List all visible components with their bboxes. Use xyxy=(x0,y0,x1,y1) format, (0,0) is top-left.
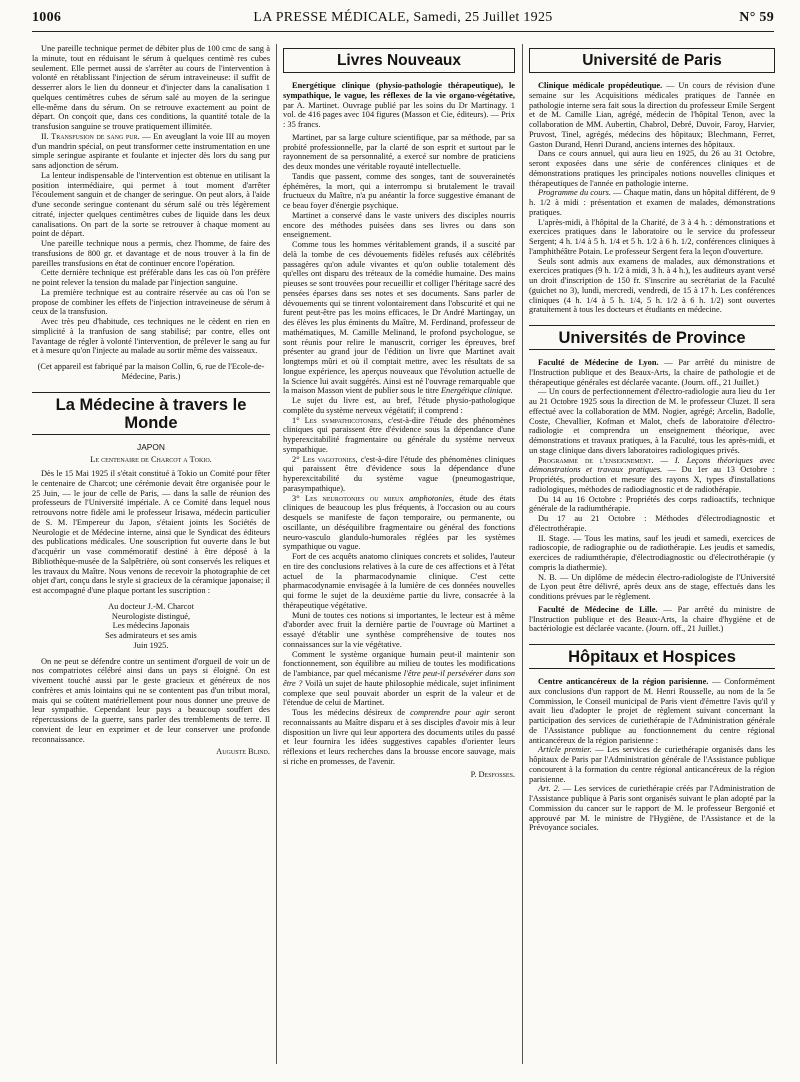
paragraph-text: — Les services de curiethérapie créés par l'Administration de l'Assistance publique à Paris sont organisés suivant le plan adopté par la Commission du cancer sur le rapport de M. le professeur Bergonié et approuvé par M. le ministre de l'Hygiène, de l'Assistance et de la Prévoyance sociales. xyxy=(529,784,776,833)
column-1 xyxy=(32,44,270,757)
article-paragraph: Avec très peu d'habitude, ces techniques ne le cèdent en rien en simplicité à la tranfusion de sang stabilisé; par contre, elles ont l'avantage de régler à volonté l'intervention, de prélever le sang au fur et à mesure qu'on l'injecte au malade au sortir même des vaisseaux. xyxy=(32,317,270,356)
program-subtitle: — I. Leçons théoriques avec démonstrations et travaux pratiques. xyxy=(529,455,775,475)
inscription-line: Neurologiste distingué, xyxy=(111,611,191,621)
article-label: Art. 2. xyxy=(538,784,560,794)
author-signature: P. Desfosses. xyxy=(470,769,515,779)
maker-note: (Cet appareil est fabriqué par la maison Collin, 6, rue de l'Ecole-de-Médecine, Paris.) xyxy=(37,362,265,381)
list-label: 3° Les neurotonies ou mieux xyxy=(292,493,404,503)
program-label: Programme du cours. xyxy=(538,188,612,198)
inscription-line: Au docteur J.-M. Charcot xyxy=(108,601,194,611)
paragraph-text: — Conformément aux conclusions d'un rapport de M. Henri Rousselle, au nom de la 5e Commission, le Conseil municipal de Paris vient d'émettre l'avis qu'il y avait lieu d'adopter le projet de règlement suivant concernant la participation des services de curiethérapie de l'Administration générale de l'Assistance publique au fonctionnement du centre régional anticancéreux de la région parisienne : xyxy=(529,677,775,745)
book-title: Energétique clinique (physio-pathologie thérapeutique), le sympathique, le vague, les réflexes de la vie organo-végétative, xyxy=(283,81,515,100)
article-paragraph: La lenteur indispensable de l'intervention est obtenue en utilisant la position intermédiaire, qui permet à tout moment d'arrêter l'écoulement sanguin et de changer de seringue. On peut alors, à l'aide d'une seconde seringue contenant du sérum salé ou très légèrement citraté, injecter quelques centimètres cubes de liquide dans les deux canalisations. On part de la sorte se retrouver à chaque moment au point de départ. xyxy=(32,170,270,239)
review-paragraph: Fort de ces acquêts anatomo cliniques concrets et solides, l'auteur en tire des conclusions relatives à la cure de ces affections et à l'état actuel de la pharmacodynamie clinique. C'est cette pharmacodynamie envisagée à la lumière de ces données nouvelles qui forme le sujet de la deuxième partie du livre, consacrée à la thérapeutique végétative. xyxy=(283,552,515,610)
news-paragraph: Seuls sont admis aux examens de malades, aux démonstrations et exercices pratiques (9 h. 1/2 à midi, 3 h. à 4 h.), les auditeurs ayant versé un droit d'inscription de 150 fr. S'inscrire au secrétariat de la Faculté (guichet no 3), lundi, mercredi, vendredi, de 15 à 17 h. Les conférences cliniques (4 h. 1/4 à 5 h. 1/4, 5 h. 1/2 à 6 h. 1/2) sont ouvertes gratuitement à tous les docteurs et étudiants en médecine. xyxy=(529,256,775,315)
article-paragraph xyxy=(32,132,270,171)
book-details: par A. Martinet. Ouvrage publié par les soins du Dr Martinagy. 1 vol. de 416 pages avec 104 figures (Masson et Cie, éditeurs). — Prix : 35 francs. xyxy=(283,100,515,129)
article-paragraph: Cette dernière technique est préférable dans les cas où l'on préfère ne point relever la tension du malade par l'injection sanguine. xyxy=(32,268,270,287)
inscription-line: Ses admirateurs et ses amis xyxy=(105,631,197,640)
news-paragraph: Dans ce cours annuel, qui aura lieu en 1925, du 26 au 31 Octobre, seront exposées dans une série de conférences cliniques et de démonstrations pratiques les principales notions nouvelles cliniques et thérapeutiques de l'année en pathologie interne. xyxy=(529,149,775,188)
article-label: Article premier. xyxy=(538,745,592,755)
paragraph-text: Tous les médecins désireux de xyxy=(292,708,406,717)
news-paragraph xyxy=(529,81,775,149)
section-title-monde: La Médecine à travers le Monde xyxy=(32,392,270,435)
column-2 xyxy=(283,44,515,779)
list-text: c'est-à-dire l'étude des phénomènes cliniques qui paraissent être d'évidence sous la dépendance d'une hyperexcitabilité du système vague (pneumogastrique, parasympathique). xyxy=(283,454,515,493)
paragraph-text: — Du 1er au 13 Octobre : Propriétés, production et mesure des rayons X, types d'installations radiologiques, méthodes de radiodiagnostic et de radiothérapie. xyxy=(529,465,775,494)
news-paragraph: — Un cours de perfectionnement d'électro-radiologie aura lieu du 1er au 21 Octobre 1925 sous la direction de M. le professeur Cluzet. Il sera effectué avec la collaboration de MM. Nogier, agrégé; Arcelin, Badolle, Coste, Chevallier, Kofman et Malot, chefs de laboratoire d'électro-radiologie et comprendra un enseignement théorique, avec démonstrations et travaux pratiques, à la Faculté, tous les après-midi, et un stage clinique dans divers laboratoires radiologiques privés. xyxy=(529,387,775,455)
news-paragraph xyxy=(529,358,775,387)
section-title-paris: Université de Paris xyxy=(529,48,775,73)
news-heading: Faculté de Médecine de Lille. xyxy=(538,604,658,614)
review-paragraph xyxy=(283,650,515,709)
paragraph-text: Comment le système organique humain peut-il maintenir son fonctionnement, son équilibre au milieu de toutes les modifications de l'ambiance, par quel mécanisme xyxy=(283,649,515,678)
list-item xyxy=(283,416,515,455)
news-paragraph xyxy=(529,605,775,634)
article-paragraph: Dès le 15 Mai 1925 il s'était constitué à Tokio un Comité pour fêter le centenaire de Charcot; une cérémonie devait être organisée pour le 25 Juin, — le jour de celle de Paris, — dans la salle de réunion des professeurs de l'Université impériale. A ce Comité dans lequel nous retrouvons notre fidèle ami le professeur Irisawa, médecin particulier de S. M. l'Empereur du Japon, s'étaient joints les Sociétés de Neurologie et de Médecine interne, ainsi que le Syndicat des éditeurs des publications médicales. Une souscription fut ouverte dans le but d'acquérir un vase commémoratif destiné à être déposé à la Bibliothèque-musée de la Salpêtrière, où sont conservés les reliques et les travaux du Maître. Nous venons de recevoir la photographie de cet objet d'art, conçu dans le style si gracieux de la céramique japonaise; il est accompagné d'une plaque portant les suscription : xyxy=(32,469,270,595)
section-title-hopitaux: Hôpitaux et Hospices xyxy=(529,644,775,669)
article-subtitle: Le centenaire de Charcot a Tokio. xyxy=(90,455,212,465)
paragraph-text: — Chaque matin, dans un hôpital différent, de 9 h. 1/2 à midi : présentation et examen de malades, démonstrations pratiques. xyxy=(529,188,776,217)
news-paragraph: N. B. — Un diplôme de médecin électro-radiologiste de l'Université de Lyon peut être délivré, après deux ans de stage, effectués dans les conditions prévues par le règlement. xyxy=(529,572,775,601)
review-paragraph: Muni de toutes ces notions si importantes, le lecteur est à même d'aborder avec fruit la dernière partie de l'ouvrage où Martinet a essayé d'établir une synthèse compréhensive de toutes nos connaissances sur la vie végétative. xyxy=(283,610,515,649)
article-paragraph: La première technique est au contraire réservée au cas où l'on se propose de combiner les effets de l'injection intraveineuse de sérum à ceux de la transfusion. xyxy=(32,287,270,317)
column-rule-2 xyxy=(522,44,523,1064)
paragraph-text: — Par arrêté du ministre de l'Instruction publique et des Beaux-Arts, la chaire d'hygiène et de bactériologie est déclarée vacante. (Journ. off., 21 Juillet.) xyxy=(529,604,775,634)
inscription-line: Les médecins Japonais xyxy=(112,621,190,631)
page-header xyxy=(32,10,774,32)
paragraph-text: — Par arrêté du ministre de l'Instruction publique et des Beaux-Arts, la chaire de pathologie et de thérapeutique générales est déclarée vacante. (Journ. off., 21 Juillet.) xyxy=(529,358,775,387)
list-text: étude des états cliniques de beaucoup les plus fréquents, à l'occasion ou au cours desquels se manifeste de façon temporaire, ou permanente, ou oscillante, un déséquilibre fragmentaire ou général des fonctions neuro-vasculo glandulo-humorales réglées par les systèmes sympathique ou vague. xyxy=(283,493,515,552)
review-paragraph: Tandis que passent, comme des songes, tant de souverainetés éphémères, la mort, qui a interrompu si brutalement le travail fructueux du Maître, n'a pu anéantir la force suggestive émanant de ce beau foyer d'énergie psychique. xyxy=(283,171,515,210)
paragraph-text: Comme tous les hommes véritablement grands, il a suscité par delà la tombe de ces dévouements fidèles refusés aux célébrités passagères qu'on adule vivantes et qu'on oublie totalement dès qu'elles ont disparu des tréteaux de la comédie humaine. Des mains pieuses se sont trouvées pour recueillir et colliger l'héritage sacré des pensées éparses dans ses notes et ses documents. Sans parler de dévouements qui se tinrent volontairement dans l'obscurité et qui ne furent peut-être pas les moins efficaces, le Dr André Martingay, un des élèves les plus éminents du Maître, M. Ferdinand, professeur de mathématiques, M. Camille Melinand, le profond psychologue, se sont réunis pour relire le manuscrit, corriger les épreuves, bref présenter au grand jour de l'édition un livre que Martinet avait longtemps mûri et où il comptait mettre, avec les résultats de sa longue expérience, les aperçus nouveaux que l'évolution actuelle de la Science lui avait suggérés. Ainsi est né l'ouvrage remarquable que la maison Masson vient de publier sous le titre xyxy=(283,240,515,396)
paragraph-text: — En aveuglant la voie III au moyen d'un mandrin spécial, on peut transformer cette instrumentation en une simple seringue aspirante et foulante et injecter dès lors du sang pur sans adjonction de sérum. xyxy=(32,131,270,170)
book-title-italic: Energétique clinique. xyxy=(440,386,513,396)
journal-title: LA PRESSE MÉDICALE, Samedi, 25 Juillet 1925 xyxy=(253,10,553,25)
review-paragraph xyxy=(283,708,515,767)
paragraph-text: Voilà un sujet de haute philosophie médicale, sujet infiniment complexe que seul pouvait aborder un esprit de la valeur et de l'étendue de celui de Martinet. xyxy=(283,678,515,708)
list-item xyxy=(283,494,515,553)
news-heading: Clinique médicale propédeutique. xyxy=(538,81,663,90)
column-3 xyxy=(529,44,775,833)
list-label: 2° Les vagotonies, xyxy=(292,454,358,464)
review-paragraph: Martinet a conservé dans le vaste univers des disciples nourris encore des méthodes puisées dans ses livres ou dans son enseignement. xyxy=(283,210,515,240)
list-text: c'est-à-dire l'étude des phénomènes cliniques qui paraissent être d'évidence sous la dépendance d'une hyperexcitabilité fragmentaire ou générale du système nerveux sympathique. xyxy=(283,415,515,454)
review-paragraph: Martinet, par sa large culture scientifique, par sa méthode, par sa probité professionnelle, par la clarté de son esprit et surtout par le rayonnement de sa personnalité, a exercé sur nombre de praticiens des deux mondes une véritable royauté intellectuelle. xyxy=(283,132,515,171)
list-label: 1° Les sympathicotonies, xyxy=(292,415,383,425)
paragraph-text: — Les services de curiethérapie organisés dans les hôpitaux de Paris par l'Administration générale de l'Assistance publique concourent à la formation du centre régional anticancéreux de la région parisienne. xyxy=(529,745,775,784)
list-label-italic: amphotonies, xyxy=(403,493,454,503)
phrase-italic: comprendre pour agir xyxy=(410,708,490,717)
news-paragraph xyxy=(529,188,775,217)
review-paragraph xyxy=(283,240,515,396)
news-paragraph: II. Stage. — Tous les matins, sauf les jeudi et samedi, exercices de radioscopie, de radiographie ou de radiothérapie. Les jeudis et samedis, exercices de radiumthérapie, d'électrodiagnostic ou d'électrothérapie (y compris la diathermie). xyxy=(529,533,775,572)
news-paragraph: Du 17 au 21 Octobre : Méthodes d'électrodiagnostic et d'électrothérapie. xyxy=(529,514,775,533)
section-title-livres: Livres Nouveaux xyxy=(283,48,515,73)
author-signature: Auguste Blind. xyxy=(216,747,270,757)
country-heading: JAPON xyxy=(137,441,165,452)
article-paragraph: Une pareille technique permet de débiter plus de 100 cmc de sang à la minute, tout en réduisant le sérum à quelques centimè res cubes seulement. Elle permet aussi de s'arrêter au cours de l'intervention à volonté en rétablissant l'injection de sérum intraveineuse: il suffit de desserrer alors le lien du donneur et d'injecter dans la canalisation 1 quelques centimètres cubes de sérum salé au moyen de la seringue elle-même dans du sérum. On se retrouve exactement au point de départ. On conçoit que, dans ces conditions, la quantité totale de la transfusion sanguine se trouve pratiquement illimitée. xyxy=(32,44,270,131)
section-title-province: Universités de Province xyxy=(529,325,775,350)
program-label: Programme de l'enseignement. xyxy=(538,455,654,465)
news-paragraph xyxy=(529,677,775,745)
column-rule-1 xyxy=(276,44,277,1064)
list-item xyxy=(283,455,515,494)
paragraph-text: — Un cours de révision d'une semaine sur les Acquisitions médicales pratiques de l'année en pathologie interne sera fait sous la direction du professeur Emile Sergent et de M. Camille Lian, agrégé, médecin de l'hôpital Tenon, avec la collaboration de MM. Aubertin, Chabrol, Debré, Duvoir, Faroy, Harvier, Pruvost, Tinel, agrégés, médecins des hôpitaux; Blechmann, Ferret, Gaston Durand, Henri Durand, anciens internes des hôpitaux. xyxy=(529,81,775,149)
review-paragraph: Le sujet du livre est, au bref, l'étude physio-pathologique complète du système nerveux végétatif; il comprend : xyxy=(283,396,515,415)
book-reference xyxy=(283,81,515,130)
inscription-line: Juin 1925. xyxy=(133,640,169,650)
news-heading: Faculté de Médecine de Lyon. xyxy=(538,358,659,367)
news-paragraph: Du 14 au 16 Octobre : Propriétés des corps radioactifs, technique générale de la radiumthérapie. xyxy=(529,494,775,514)
news-paragraph xyxy=(529,456,775,495)
news-paragraph xyxy=(529,745,775,784)
dedication-inscription xyxy=(32,602,270,651)
section-label: II. Transfusion de sang pur. xyxy=(41,131,140,141)
issue-number: N° 59 xyxy=(739,10,774,25)
news-paragraph xyxy=(529,784,775,833)
article-paragraph: On ne peut se défendre contre un sentiment d'orgueil de voir un de nos compatriotes célébré ainsi dans un pays si éloigné. On est vivement touché aussi par le geste gracieux et généreux de nos confrères et amis lointains qui ne se contentent pas d'un tribut moral, mais qui se coûtent matériellement pour nous donner une preuve de leur sympathie. Cependant leur pays a beaucoup souffert des répercussions de la guerre, sans parler des tremblements de terre. Il convient de leur en exprimer et de leur conserver une profonde reconnaissance. xyxy=(32,656,270,744)
news-paragraph: L'après-midi, à l'hôpital de la Charité, de 3 à 4 h. : démonstrations et exercices pratiques dans le laboratoire ou le service du professeur Sergent; 4 h. 1/4 à 5 h. 1/4 et 5 h. 1/2 à 6 h. 1/2, conférences cliniques à l'amphithéâtre Potain. Le professeur Sergent fera la leçon d'ouverture. xyxy=(529,217,775,256)
news-heading: Centre anticancéreux de la région parisienne. xyxy=(538,677,709,686)
article-paragraph: Une pareille technique nous a permis, chez l'homme, de faire des transfusions de 800 gr. et davantage et de nous trouver à la fin de pareilles transfusions en état de continuer encore l'opération. xyxy=(32,239,270,268)
quote-italic: l'être peut-il persévérer dans son être ? xyxy=(283,669,515,688)
paragraph-text: seront reconnaissants au Maître disparu et à ses disciples d'avoir mis à leur disposition un livre qui leur apportera des documents utiles du passé et leur fournira les idées suggestives capables d'orienter leurs réflexions et leurs recherches dans la brousse encore sauvage, mais si riche en promesses, de l'avenir. xyxy=(283,708,516,766)
page-number: 1006 xyxy=(32,10,62,25)
